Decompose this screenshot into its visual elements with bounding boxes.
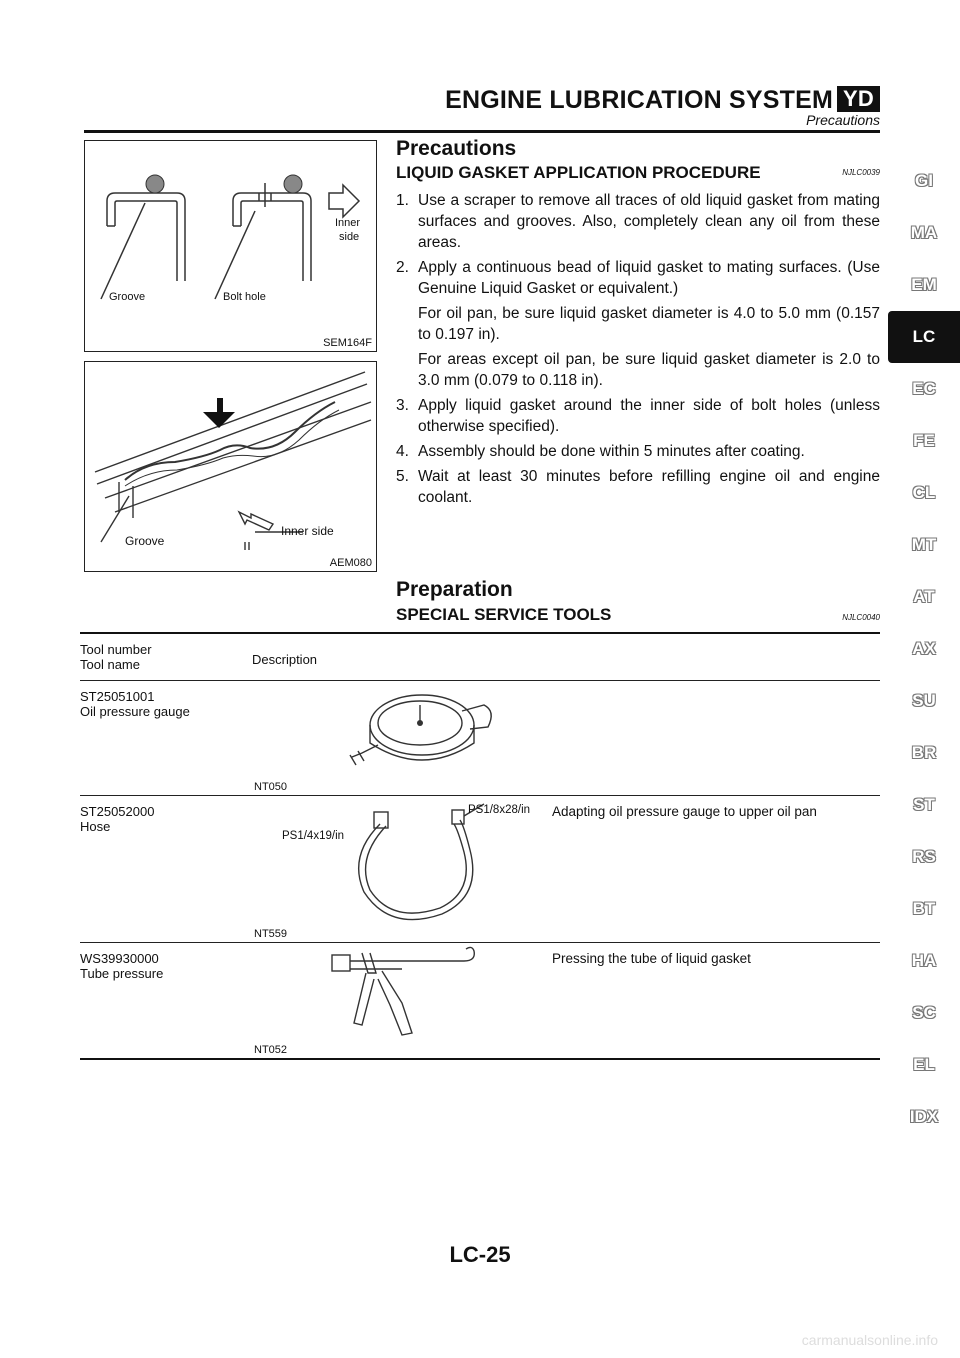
section-code: NJLC0040 <box>842 613 880 622</box>
figure-aem080 <box>84 361 377 572</box>
step-item: 4. Assembly should be done within 5 minutes after coating. <box>396 443 805 460</box>
tab-gi[interactable]: GI <box>915 171 933 190</box>
tab-mt[interactable]: MT <box>911 535 937 554</box>
footer-watermark: carmanualsonline.info <box>801 1332 938 1348</box>
tube-pressure-tool-icon <box>252 943 552 1053</box>
section-title: ENGINE LUBRICATION SYSTEM YD <box>445 86 880 115</box>
tool-name: Hose <box>80 819 111 834</box>
oil-pressure-gauge-icon <box>252 681 552 791</box>
figure-caption: AEM080 <box>329 557 372 569</box>
precautions-subheading: LIQUID GASKET APPLICATION PROCEDURE NJLC0039 <box>396 163 880 182</box>
tab-rs[interactable]: RS <box>912 847 936 866</box>
hose-right-label: PS1/8x28/in <box>468 804 531 816</box>
step-note: For oil pan, be sure liquid gasket diameter is 4.0 to 5.0 mm (0.157 to 0.197 in). <box>418 305 880 343</box>
tab-lc[interactable]: LC <box>888 311 960 363</box>
tab-ma[interactable]: MA <box>910 223 938 242</box>
column-header-tool-name: Tool name <box>80 657 140 672</box>
tab-su[interactable]: SU <box>912 691 936 710</box>
table-header-row <box>80 634 880 681</box>
groove-label: Groove <box>125 534 165 548</box>
section-tab-strip <box>888 155 960 1143</box>
preparation-heading: Preparation <box>396 578 513 601</box>
tool-figure <box>252 796 552 942</box>
tab-idx[interactable]: IDX <box>909 1107 939 1126</box>
tab-ec[interactable]: EC <box>912 379 936 398</box>
figure-caption: SEM164F <box>323 337 372 349</box>
precautions-heading: Precautions <box>396 137 517 160</box>
tab-el[interactable]: EL <box>913 1055 935 1074</box>
special-tools-table <box>80 632 880 1060</box>
preparation-subheading: SPECIAL SERVICE TOOLS NJLC0040 <box>396 605 880 624</box>
hose-icon <box>252 796 552 936</box>
tab-at[interactable]: AT <box>913 587 935 606</box>
column-header-tool-number: Tool number <box>80 642 152 657</box>
tool-name: Tube pressure <box>80 966 164 981</box>
tab-cl[interactable]: CL <box>912 483 936 502</box>
inner-side-label: Inner side <box>281 524 334 538</box>
procedure-steps <box>396 190 880 512</box>
hose-left-label: PS1/4x19/in <box>282 830 345 842</box>
step-item: 1. Use a scraper to remove all traces of old liquid gasket from mating surfaces and grooves. Also, completely clean any oil from these areas. <box>396 192 880 251</box>
column-header-description: Description <box>252 652 318 667</box>
tab-ha[interactable]: HA <box>911 951 937 970</box>
step-note: For areas except oil pan, be sure liquid gasket diameter is 2.0 to 3.0 mm (0.079 to 0.118 in). <box>418 351 880 389</box>
header-rule <box>84 130 880 133</box>
table-row <box>80 943 880 1060</box>
figure-sem164f <box>84 140 377 352</box>
tab-st[interactable]: ST <box>913 795 935 814</box>
tool-number: WS39930000 <box>80 951 159 966</box>
tool-number: ST25052000 <box>80 804 155 819</box>
section-code: NJLC0039 <box>842 168 880 177</box>
engine-badge: YD <box>837 86 880 112</box>
tab-bt[interactable]: BT <box>912 899 936 918</box>
inner-label: Inner <box>335 217 361 229</box>
page-number: LC-25 <box>449 1242 511 1267</box>
tab-fe[interactable]: FE <box>913 431 935 450</box>
step-item: 5. Wait at least 30 minutes before refilling engine oil and engine coolant. <box>396 468 880 506</box>
table-row <box>80 796 880 943</box>
tool-figure <box>252 943 552 1058</box>
figure-caption: NT052 <box>254 1044 288 1056</box>
tool-description <box>552 681 880 795</box>
step-item: 2. Apply a continuous bead of liquid gasket to mating surfaces. (Use Genuine Liquid Gasket or equivalent.) <box>396 259 880 297</box>
tool-number: ST25051001 <box>80 689 155 704</box>
groove-label: Groove <box>109 291 146 303</box>
tool-description: Pressing the tube of liquid gasket <box>552 951 751 966</box>
tab-em[interactable]: EM <box>911 275 937 294</box>
figure-caption: NT559 <box>254 928 288 940</box>
step-item: 3. Apply liquid gasket around the inner side of bolt holes (unless otherwise specified). <box>396 397 880 435</box>
tab-ax[interactable]: AX <box>912 639 936 658</box>
tool-name: Oil pressure gauge <box>80 704 190 719</box>
tool-figure <box>252 681 552 795</box>
section-subtitle: Precautions <box>806 112 880 128</box>
tab-br[interactable]: BR <box>911 743 937 762</box>
tab-sc[interactable]: SC <box>912 1003 936 1022</box>
table-row <box>80 681 880 796</box>
figure-caption: NT050 <box>254 781 288 793</box>
tool-description: Adapting oil pressure gauge to upper oil pan <box>552 804 817 819</box>
bolt-hole-label: Bolt hole <box>223 291 266 303</box>
side-label: side <box>339 231 360 243</box>
